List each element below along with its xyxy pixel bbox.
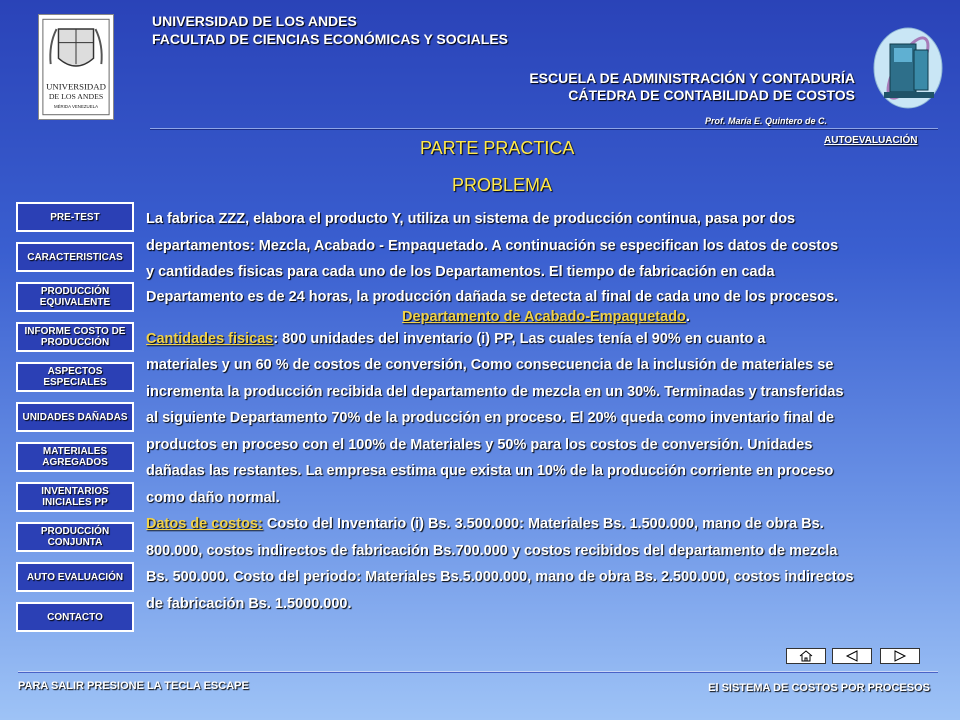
- paragraph-line: La fabrica ZZZ, elabora el producto Y, utiliza un sistema de producción continua, pasa por dos: [146, 211, 796, 227]
- paragraph-line: productos en proceso con el 100% de Materiales y 50% para los costos de conversión. Unidades: [146, 436, 813, 453]
- computer-globe-icon: [870, 20, 946, 110]
- cantidades-text: : 800 unidades del inventario (i) PP, Las cuales tenía el 90% en cuanto a: [273, 330, 766, 347]
- home-icon: [799, 650, 813, 662]
- sidebar-item-label: PRODUCCIÓN EQUIVALENTE: [39, 286, 111, 308]
- sidebar-item-label: ASPECTOS ESPECIALES: [43, 366, 107, 388]
- autoevaluacion-link[interactable]: AUTOEVALUACIÓN: [824, 135, 918, 146]
- sidebar-item-label: AUTO EVALUACIÓN: [26, 571, 124, 583]
- home-button[interactable]: [786, 648, 826, 664]
- paragraph-line: Departamento es de 24 horas, la producción dañada se detecta al final de cada uno de los procesos.: [146, 288, 839, 305]
- previous-button[interactable]: [832, 648, 872, 664]
- paragraph-line: Bs. 500.000. Costo del periodo: Materiales Bs.5.000.000, mano de obra Bs. 2.500.000, costos indirectos: [146, 569, 854, 585]
- datos-costos-text: Costo del Inventario (i) Bs. 3.500.000: Materiales Bs. 1.500.000, mano de obra Bs.: [262, 516, 824, 532]
- page-subtitle: PROBLEMA: [452, 175, 553, 195]
- chair-name: CÁTEDRA DE CONTABILIDAD DE COSTOS: [568, 87, 855, 103]
- professor-name: Prof. María E. Quintero de C.: [705, 116, 828, 126]
- triangle-right-icon: [893, 650, 907, 662]
- department-heading-period: .: [685, 308, 690, 325]
- paragraph-line: incrementa la producción recibida del departamento de mezcla en un 30%. Terminadas y transferidas: [146, 383, 844, 400]
- problem-text: [146, 206, 946, 617]
- sidebar-item-informe-costo[interactable]: [16, 322, 134, 352]
- svg-text:DE LOS ANDES: DE LOS ANDES: [48, 92, 104, 102]
- header-divider: [150, 128, 938, 130]
- paragraph-line: al siguiente Departamento 70% de la producción en proceso. El 20% queda como inventario final de: [146, 410, 835, 426]
- sidebar-item-inventarios-iniciales[interactable]: [16, 482, 134, 512]
- svg-text:MÉRIDA VENEZUELA: MÉRIDA VENEZUELA: [53, 103, 99, 109]
- next-button[interactable]: [880, 648, 920, 664]
- sidebar-item-materiales-agregados[interactable]: [16, 442, 134, 472]
- sidebar-item-label: UNIDADES DAÑADAS: [22, 411, 128, 423]
- triangle-left-icon: [845, 650, 859, 662]
- paragraph-line: materiales y un 60 % de costos de conversión, Como consecuencia de la inclusión de materiales se: [146, 357, 834, 373]
- sidebar-item-label: CARACTERISTICAS: [27, 251, 123, 263]
- department-heading: [146, 308, 946, 326]
- paragraph-line: como daño normal.: [146, 489, 280, 506]
- paragraph-line: de fabricación Bs. 1.5000.000.: [146, 595, 352, 612]
- sidebar-item-pre-test[interactable]: [16, 202, 134, 232]
- paragraph-line: y cantidades fisicas para cada uno de los Departamentos. El tiempo de fabricación en cada: [146, 264, 775, 280]
- sidebar-item-aspectos-especiales[interactable]: [16, 362, 134, 392]
- paragraph-line: dañadas las restantes. La empresa estima que exista un 10% de la producción corriente en proceso: [146, 463, 834, 479]
- school-name: ESCUELA DE ADMINISTRACIÓN Y CONTADURÍA: [529, 70, 855, 86]
- sidebar-item-label: PRODUCCIÓN CONJUNTA: [40, 526, 110, 548]
- paragraph-line: [146, 511, 946, 538]
- paragraph-line: 800.000, costos indirectos de fabricación Bs.700.000 y costos recibidos del departamento de mezcla: [146, 542, 838, 559]
- faculty-name: FACULTAD DE CIENCIAS ECONÓMICAS Y SOCIALES: [152, 31, 508, 47]
- sidebar-item-caracteristicas[interactable]: [16, 242, 134, 272]
- university-name: UNIVERSIDAD DE LOS ANDES: [152, 13, 357, 29]
- sidebar-item-label: INFORME COSTO DE PRODUCCIÓN: [24, 326, 126, 348]
- sidebar-item-auto-evaluacion[interactable]: [16, 562, 134, 592]
- sidebar-item-label: PRE-TEST: [50, 211, 100, 223]
- exit-instruction: PARA SALIR PRESIONE LA TECLA ESCAPE: [18, 680, 249, 692]
- sidebar-item-unidades-danadas[interactable]: [16, 402, 134, 432]
- university-logo: [38, 14, 114, 120]
- sidebar-item-contacto[interactable]: [16, 602, 134, 632]
- svg-text:UNIVERSIDAD: UNIVERSIDAD: [46, 81, 106, 92]
- department-link[interactable]: Departamento de Acabado-Empaquetado: [402, 308, 686, 325]
- page-title: PARTE PRACTICA: [420, 138, 575, 158]
- sidebar-item-label: MATERIALES AGREGADOS: [42, 446, 108, 468]
- cantidades-link[interactable]: Cantidades fisicas: [146, 330, 274, 347]
- footer-divider: [18, 671, 938, 673]
- paragraph-line: departamentos: Mezcla, Acabado - Empaquetado. A continuación se especifican los datos de costos: [146, 237, 839, 254]
- sidebar-item-label: INVENTARIOS INICIALES PP: [41, 486, 109, 508]
- sidebar-item-produccion-conjunta[interactable]: [16, 522, 134, 552]
- datos-costos-link[interactable]: Datos de costos:: [146, 516, 263, 532]
- sidebar-item-produccion-equivalente[interactable]: [16, 282, 134, 312]
- footer-system-title: El SISTEMA DE COSTOS POR PROCESOS: [708, 682, 930, 694]
- sidebar-item-label: CONTACTO: [47, 611, 103, 623]
- paragraph-line: [146, 326, 946, 353]
